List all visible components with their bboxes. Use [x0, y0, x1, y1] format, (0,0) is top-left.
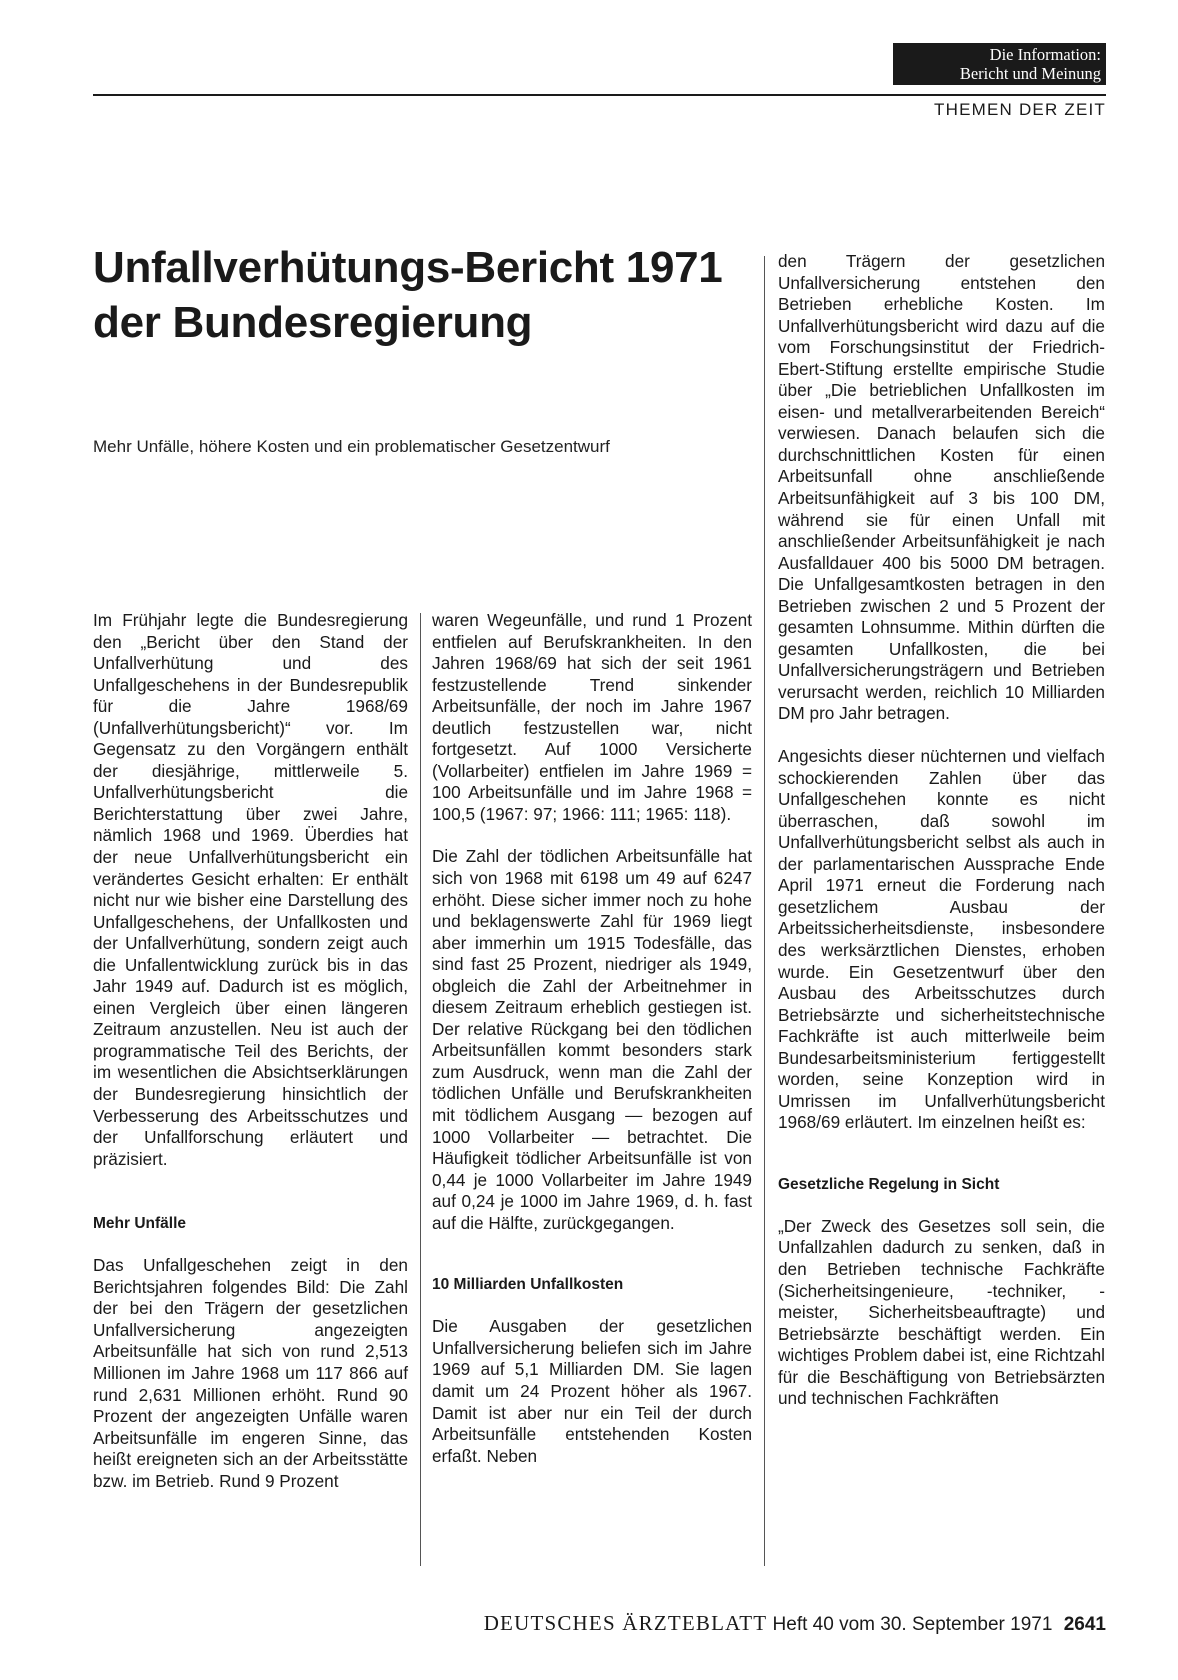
section-heading-unfallkosten: 10 Milliarden Unfallkosten — [432, 1276, 624, 1294]
page-footer — [426, 1611, 1106, 1636]
issue-info: Heft 40 vom 30. September 1971 — [772, 1614, 1053, 1635]
badge-line-1: Die Information: — [989, 45, 1101, 64]
column-1 — [93, 610, 408, 1512]
section-heading-gesetzliche-regelung: Gesetzliche Regelung in Sicht — [778, 1175, 1000, 1193]
paragraph: den Trägern der gesetzlichen Unfallversicherung entstehen den Betrieben erhebliche Kosten. Im Unfallverhütungsbericht wird dazu auf die vom Forschungsinstitut der Friedrich-Ebert-Stiftung erstellte empirische Studie über „Die betrieblichen Unfallkosten im eisen- und metallverarbeitenden Bereich“ verwiesen. Danach belaufen sich die durchschnittlichen Kosten für einen Arbeitsunfall ohne anschließende Arbeitsunfähigkeit auf 3 bis 100 DM, während sie für einen Unfall mit anschließender Arbeitsunfähigkeit je nach Ausfalldauer 400 bis 5000 DM betragen. Die Unfallgesamtkosten betragen in den Betrieben zwischen 2 und 5 Prozent der gesamten Lohnsumme. Mithin dürften die gesamten Unfallkosten, die bei Unfallversicherungsträgern und Betrieben verursacht werden, reichlich 10 Milliarden DM pro Jahr betragen. — [778, 251, 1105, 724]
paragraph: Die Zahl der tödlichen Arbeitsunfälle hat sich von 1968 mit 6198 um 49 auf 6247 erhöht. Diese sicher immer noch zu hohe und beklagenswerte Zahl für 1969 liegt aber immerhin um 1915 Todesfälle, das sind fast 25 Prozent, niedriger als 1949, obgleich die Zahl der Arbeitnehmer in diesem Zeitraum erheblich gestiegen ist. Der relative Rückgang bei den tödlichen Arbeitsunfällen kommt besonders stark zum Ausdruck, wenn man die Zahl der tödlichen Unfälle und Berufskrankheiten mit tödlichem Ausgang — bezogen auf 1000 Vollarbeiter — betrachtet. Die Häufigkeit tödlicher Arbeitsunfälle ist von 0,44 je 1000 Vollarbeiter im Jahre 1949 auf 0,24 je 1000 im Jahre 1969, d. h. fast auf die Hälfte, zurückgegangen. — [432, 846, 752, 1233]
page-number: 2641 — [1063, 1614, 1106, 1635]
paragraph: Im Frühjahr legte die Bundesregierung den „Bericht über den Stand der Unfallverhütung und des Unfallgeschehens in der Bundesrepublik für die Jahre 1968/69 (Unfallverhütungsbericht)“ vor. Im Gegensatz zu den Vorgängern enthält der diesjährige, mittlerweile 5. Unfallverhütungsbericht die Berichterstattung über zwei Jahre, nämlich 1968 und 1969. Überdies hat der neue Unfallverhütungsbericht ein verändertes Gesicht erhalten: Er enthält nicht nur wie bisher eine Darstellung des Unfallgeschehens, der Unfallkosten und der Unfallverhütung, sondern zeigt auch die Unfallentwicklung zurück bis in das Jahr 1949 auf. Dadurch ist es möglich, einen Vergleich über einen längeren Zeitraum anzustellen. Neu ist auch der programmatische Teil des Berichts, der im wesentlichen die Absichtserklärungen der Bundesregierung hinsichtlich der Verbesserung des Arbeitsschutzes und der Unfallforschung erläutert und präzisiert. — [93, 610, 408, 1169]
section-heading-mehr-unfaelle: Mehr Unfälle — [93, 1215, 187, 1233]
title-line-2: der Bundesregierung — [93, 298, 533, 347]
paragraph: Angesichts dieser nüchternen und vielfach schockierenden Zahlen über das Unfallgeschehen konnte es nicht überraschen, daß sowohl im Unfallverhütungsbericht selbst als auch in der parlamentarischen Aussprache Ende April 1971 erneut die Forderung nach gesetzlichem Ausbau der Arbeitssicherheitsdienste, insbesondere des werksärztlichen Dienstes, erhoben wurde. Ein Gesetzentwurf über den Ausbau des Arbeitsschutzes durch Betriebsärzte und sicherheitstechnische Fachkräfte ist auch mitterlweile beim Bundesarbeitsministerium fertiggestellt worden, seine Konzeption wird in Umrissen im Unfallverhütungsbericht 1968/69 erläutert. Im einzelnen heißt es: — [778, 746, 1105, 1133]
column-divider-1 — [420, 613, 421, 1566]
paragraph: „Der Zweck des Gesetzes soll sein, die Unfallzahlen dadurch zu senken, daß in den Betrieben technische Fachkräfte (Sicherheitsingenieure, -techniker, -meister, Sicherheitsbeauftragte) und Betriebsärzte beschäftigt werden. Ein wichtiges Problem dabei ist, eine Richtzahl für die Beschäftigung von Betriebsärzten und technischen Fachkräften — [778, 1215, 1105, 1409]
badge-line-2: Bericht und Meinung — [959, 64, 1101, 83]
paragraph: waren Wegeunfälle, und rund 1 Prozent entfielen auf Berufskrankheiten. In den Jahren 1968/69 hat sich der seit 1961 festzustellende Trend sinkender Arbeitsunfälle, der noch im Jahre 1967 deutlich festzustellen war, nicht fortgesetzt. Auf 1000 Versicherte (Vollarbeiter) entfielen im Jahre 1969 = 100 Arbeitsunfälle und im Jahre 1968 = 100,5 (1967: 97; 1966: 111; 1965: 118). — [432, 610, 752, 824]
header-rule — [93, 94, 1106, 96]
section-badge — [893, 43, 1106, 85]
paragraph: Die Ausgaben der gesetzlichen Unfallversicherung beliefen sich im Jahre 1969 auf 5,1 Milliarden DM. Sie lagen damit um 24 Prozent höher als 1967. Damit ist aber nur ein Teil der durch Arbeitsunfälle entstehenden Kosten erfaßt. Neben — [432, 1316, 752, 1466]
paragraph: Das Unfallgeschehen zeigt in den Berichtsjahren folgendes Bild: Die Zahl der bei den Trägern der gesetzlichen Unfallversicherung angezeigten Arbeitsunfälle hat sich von rund 2,513 Millionen im Jahre 1968 um 117 866 auf rund 2,631 Millionen erhöht. Rund 90 Prozent der angezeigten Unfälle waren Arbeitsunfälle im engeren Sinne, das heißt ereigneten sich an der Arbeitsstätte bzw. im Betrieb. Rund 9 Prozent — [93, 1255, 408, 1491]
column-divider-2 — [764, 256, 765, 1566]
column-3 — [778, 251, 1105, 1430]
journal-name: DEUTSCHES ÄRZTEBLATT — [483, 1611, 768, 1635]
article-title — [93, 240, 743, 350]
title-line-1: Unfallverhütungs-Bericht 1971 — [93, 243, 723, 292]
article-subtitle: Mehr Unfälle, höhere Kosten und ein problematischer Gesetzentwurf — [93, 437, 610, 456]
section-label: THEMEN DER ZEIT — [934, 100, 1106, 119]
column-2 — [432, 610, 752, 1487]
